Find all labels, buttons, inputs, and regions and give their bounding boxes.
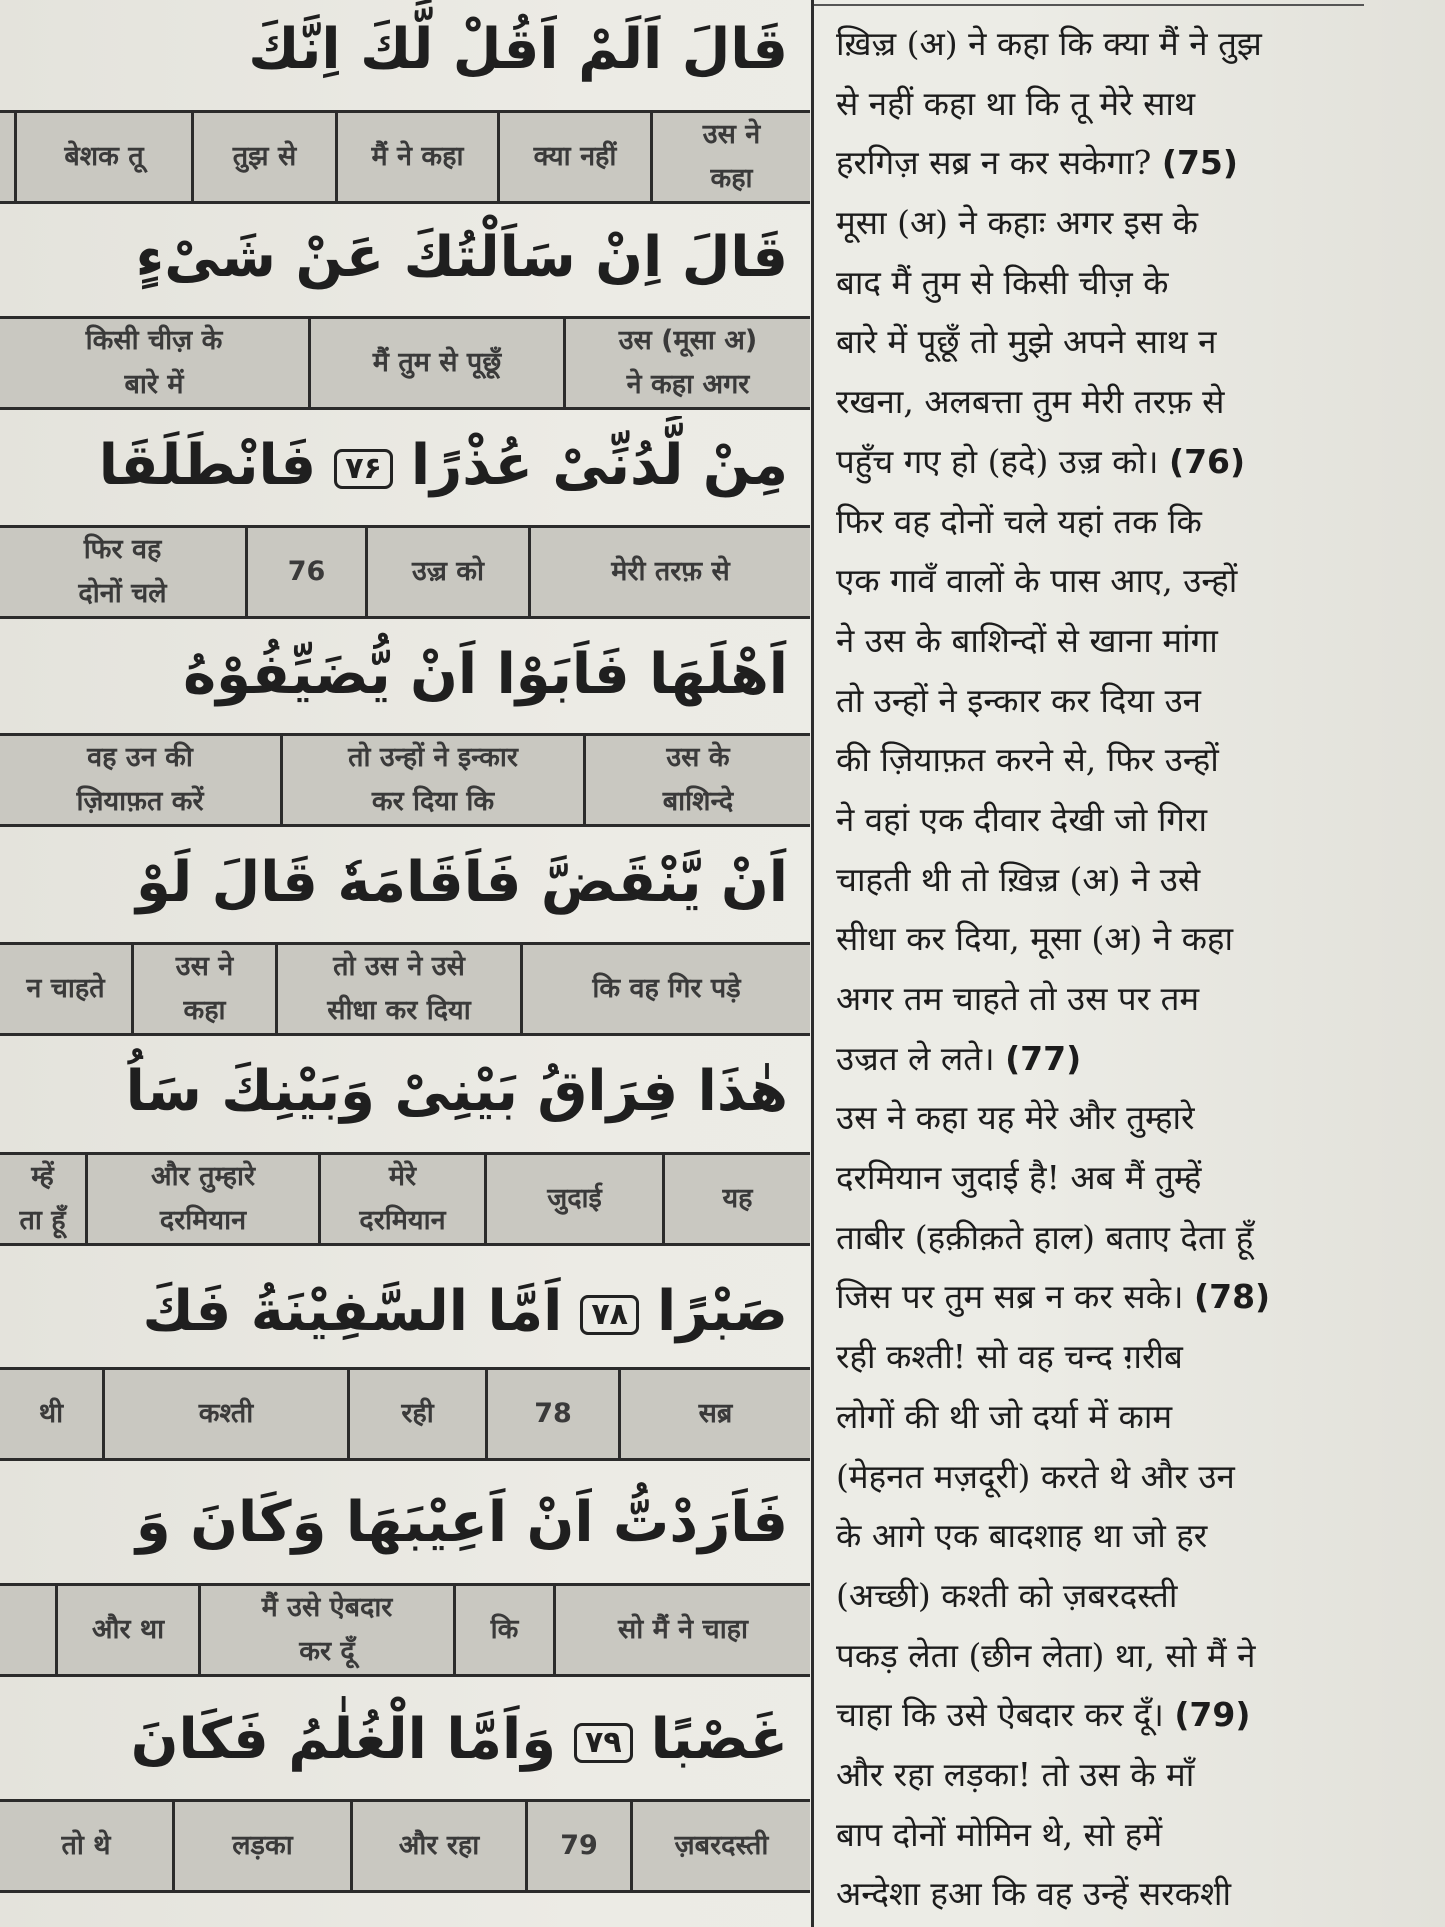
gloss-cell: सब्र (618, 1370, 810, 1458)
translation-text: रही कश्ती! सो वह चन्द ग़रीब (836, 1337, 1183, 1377)
gloss-cell: उस के बाशिन्दे (583, 736, 810, 824)
translation-line (836, 671, 1396, 731)
translation-line (836, 1626, 1396, 1686)
translation-line (836, 1267, 1396, 1327)
arabic-line-content (142, 1262, 788, 1362)
gloss-cell: कश्ती (102, 1370, 347, 1458)
translation-line (836, 253, 1396, 313)
gloss-row (0, 1799, 810, 1893)
arabic-verse-line (0, 208, 810, 308)
translation-text: की ज़ियाफ़त करने से, फिर उन्हों (836, 740, 1219, 780)
gloss-cell: मेरी तरफ़ से (528, 528, 810, 616)
translation-line (836, 1685, 1396, 1745)
translation-line (836, 1506, 1396, 1566)
gloss-cell: और तुम्हारे दरमियान (85, 1155, 318, 1243)
translation-line (836, 133, 1396, 193)
translation-text: हरगिज़ सब्र न कर सकेगा? (836, 143, 1162, 183)
translation-line (836, 1208, 1396, 1268)
translation-line (836, 1148, 1396, 1208)
arabic-text: صَبْرًا (656, 1279, 788, 1344)
translation-line (836, 1088, 1396, 1148)
translation-text: पहुँच गए हो (हदे) उज़्र को। (836, 441, 1169, 481)
translation-line (836, 1029, 1396, 1089)
gloss-cell: न चाहते (26, 973, 105, 1004)
translation-text: लोगों की थी जो दर्या में काम (836, 1396, 1173, 1436)
ayah-number-marker: ۷۶ (334, 449, 393, 489)
top-rule (814, 4, 1364, 6)
translation-text: के आगे एक बादशाह था जो हर (836, 1516, 1208, 1556)
translation-text: एक गावँ वालों के पास आए, उन्हों (836, 561, 1238, 601)
gloss-cell: उज़्र को (365, 528, 528, 616)
translation-line (836, 1387, 1396, 1447)
translation-text: (मेहनत मज़दूरी) करते थे और उन (836, 1456, 1235, 1496)
gloss-cell: सो मैं ने चाहा (553, 1586, 810, 1674)
translation-line (836, 1805, 1396, 1865)
arabic-verse-line (0, 625, 810, 725)
translation-line (836, 1447, 1396, 1507)
gloss-cell: रही (347, 1370, 485, 1458)
translation-text: तो उन्हों ने इन्कार कर दिया उन (836, 680, 1201, 720)
gloss-cell: वह उन की ज़ियाफ़त करें (76, 742, 204, 817)
translation-line (836, 492, 1396, 552)
translation-line (836, 969, 1396, 1029)
gloss-cell: और था (55, 1586, 198, 1674)
verse-number: (78) (1194, 1277, 1271, 1317)
gloss-cell: म्हें ता हूँ (19, 1161, 66, 1236)
column-divider (811, 0, 814, 1927)
translation-line (836, 1864, 1396, 1924)
arabic-line-content (131, 1690, 788, 1790)
gloss-cell: बेशक तू (14, 113, 191, 201)
arabic-text: اَمَّا السَّفِیْنَةُ فَكَ (142, 1279, 563, 1344)
gloss-cell: उस ने कहा (650, 113, 810, 201)
arabic-text: مِنْ لَّدُنِّیْ عُذْرًا (410, 433, 788, 498)
arabic-text: قَالَ اِنْ سَاَلْتُكَ عَنْ شَیْءٍ (135, 225, 788, 290)
translation-line (836, 790, 1396, 850)
ayah-number-marker: ۷۸ (580, 1295, 639, 1335)
translation-text: दरमियान जुदाई है! अब मैं तुम्हें (836, 1158, 1202, 1198)
arabic-text: وَاَمَّا الْغُلٰمُ فَكَانَ (130, 1707, 557, 1772)
gloss-cell: तुझ से (191, 113, 335, 201)
arabic-verse-line (0, 1473, 810, 1573)
gloss-cell: तो थे (61, 1830, 111, 1861)
arabic-verse-line (0, 416, 810, 516)
verse-number: (75) (1161, 143, 1238, 183)
gloss-cell: किसी चीज़ के बारे में (85, 325, 223, 400)
gloss-cell: मैं उसे ऐबदार कर दूँ (198, 1586, 453, 1674)
gloss-cell: मेरे दरमियान (318, 1155, 484, 1243)
translation-text: बाप दोनों मोमिन थे, सो हमें (836, 1814, 1163, 1854)
arabic-verse-line (0, 0, 810, 100)
translation-text: उज्रत ले लते। (836, 1038, 1006, 1078)
gloss-cell: उस ने कहा (131, 945, 275, 1033)
verse-number: (77) (1005, 1038, 1082, 1078)
arabic-verse-line (0, 833, 810, 933)
gloss-cell: मैं तुम से पूछूँ (308, 319, 563, 407)
translation-text: फिर वह दोनों चले यहां तक कि (836, 501, 1202, 541)
translation-text: (अच्छी) कश्ती को ज़बरदस्ती (836, 1575, 1178, 1615)
gloss-row (0, 942, 810, 1036)
translation-text: बाद मैं तुम से किसी चीज़ के (836, 262, 1169, 302)
gloss-cell: मैं ने कहा (335, 113, 497, 201)
arabic-text: اَهْلَهَا فَاَبَوْا اَنْ یُّضَیِّفُوْهُ (183, 642, 788, 707)
translation-line (836, 193, 1396, 253)
translation-text: पकड़ लेता (छीन लेता) था, सो मैं ने (836, 1635, 1256, 1675)
translation-text: अन्देशा हआ कि वह उन्हें सरकशी (836, 1874, 1231, 1914)
translation-text: सीधा कर दिया, मूसा (अ) ने कहा (836, 919, 1234, 959)
arabic-verse-line (0, 1262, 810, 1362)
translation-text: चाहा कि उसे ऐबदार कर दूँ। (836, 1695, 1175, 1735)
gloss-cell: और रहा (350, 1802, 525, 1890)
verse-number: (76) (1169, 441, 1246, 481)
gloss-cell: 78 (485, 1370, 618, 1458)
translation-text: मूसा (अ) ने कहाः अगर इस के (836, 203, 1199, 243)
gloss-cell: 79 (525, 1802, 630, 1890)
translation-text: ताबीर (हक़ीक़ते हाल) बताए देता हूँ (836, 1217, 1254, 1257)
gloss-row (0, 1583, 810, 1677)
gloss-cell: कि वह गिर पड़े (520, 945, 810, 1033)
translation-text: ने वहां एक दीवार देखी जो गिरा (836, 799, 1207, 839)
translation-text: और रहा लड़का! तो उस के माँ (836, 1754, 1195, 1794)
gloss-cell: थी (38, 1398, 64, 1429)
arabic-text: قَالَ اَلَمْ اَقُلْ لَّكَ اِنَّكَ (248, 17, 788, 82)
arabic-text: غَصْبًا (650, 1707, 788, 1772)
translation-text: से नहीं कहा था कि तू मेरे साथ (836, 83, 1196, 123)
gloss-cell: लड़का (172, 1802, 350, 1890)
arabic-text: فَاَرَدْتُّ اَنْ اَعِیْبَهَا وَكَانَ وَ (135, 1490, 788, 1555)
gloss-cell: 76 (245, 528, 365, 616)
verse-number: (79) (1174, 1695, 1251, 1735)
gloss-cell: तो उस ने उसे सीधा कर दिया (275, 945, 520, 1033)
gloss-cell: जुदाई (484, 1155, 662, 1243)
arabic-line-content (99, 416, 788, 516)
gloss-row (0, 733, 810, 827)
gloss-cell: क्या नहीं (497, 113, 650, 201)
translation-text: बारे में पूछूँ तो मुझे अपने साथ न (836, 322, 1217, 362)
translation-text: चाहती थी तो ख़िज़्र (अ) ने उसे (836, 859, 1201, 899)
ayah-number-marker: ۷۹ (574, 1723, 633, 1763)
gloss-cell: ज़बरदस्ती (630, 1802, 810, 1890)
gloss-cell: उस (मूसा अ) ने कहा अगर (563, 319, 810, 407)
gloss-cell: यह (662, 1155, 810, 1243)
translation-line (836, 909, 1396, 969)
gloss-cell (0, 1586, 55, 1674)
translation-line (836, 551, 1396, 611)
arabic-text: هٰذَا فِرَاقُ بَیْنِیْ وَبَیْنِكَ سَاُ (125, 1059, 788, 1124)
translation-text: ख़िज़्र (अ) ने कहा कि क्या मैं ने तुझ (836, 24, 1262, 63)
arabic-text: فَانْطَلَقَا (98, 433, 317, 498)
translation-line (836, 850, 1396, 910)
gloss-row (0, 525, 810, 619)
arabic-verse-line (0, 1042, 810, 1142)
translation-line (836, 730, 1396, 790)
translation-line (836, 312, 1396, 372)
translation-text: ने उस के बाशिन्दों से खाना मांगा (836, 620, 1218, 660)
arabic-verse-line (0, 1690, 810, 1790)
translation-line (836, 14, 1396, 74)
gloss-cell: तो उन्हों ने इन्कार कर दिया कि (280, 736, 583, 824)
gloss-cell: फिर वह दोनों चले (78, 534, 167, 609)
translation-text: अगर तम चाहते तो उस पर तम (836, 979, 1200, 1018)
translation-text: रखना, अलबत्ता तुम मेरी तरफ़ से (836, 382, 1225, 422)
translation-line (836, 1327, 1396, 1387)
translation-text: उस ने कहा यह मेरे और तुम्हारे (836, 1098, 1195, 1138)
translation-line (836, 611, 1396, 671)
translation-text: जिस पर तुम सब्र न कर सके। (836, 1277, 1195, 1317)
gloss-row (0, 110, 810, 204)
arabic-text: اَنْ یَّنْقَضَّ فَاَقَامَهٗ قَالَ لَوْ (135, 850, 788, 915)
translation-line (836, 372, 1396, 432)
gloss-row (0, 1152, 810, 1246)
translation-line (836, 1745, 1396, 1805)
gloss-cell: कि (453, 1586, 553, 1674)
translation-line (836, 1566, 1396, 1626)
translation-line (836, 432, 1396, 492)
translation-column (836, 14, 1396, 1924)
gloss-row (0, 316, 810, 410)
translation-line (836, 74, 1396, 134)
gloss-row (0, 1367, 810, 1461)
